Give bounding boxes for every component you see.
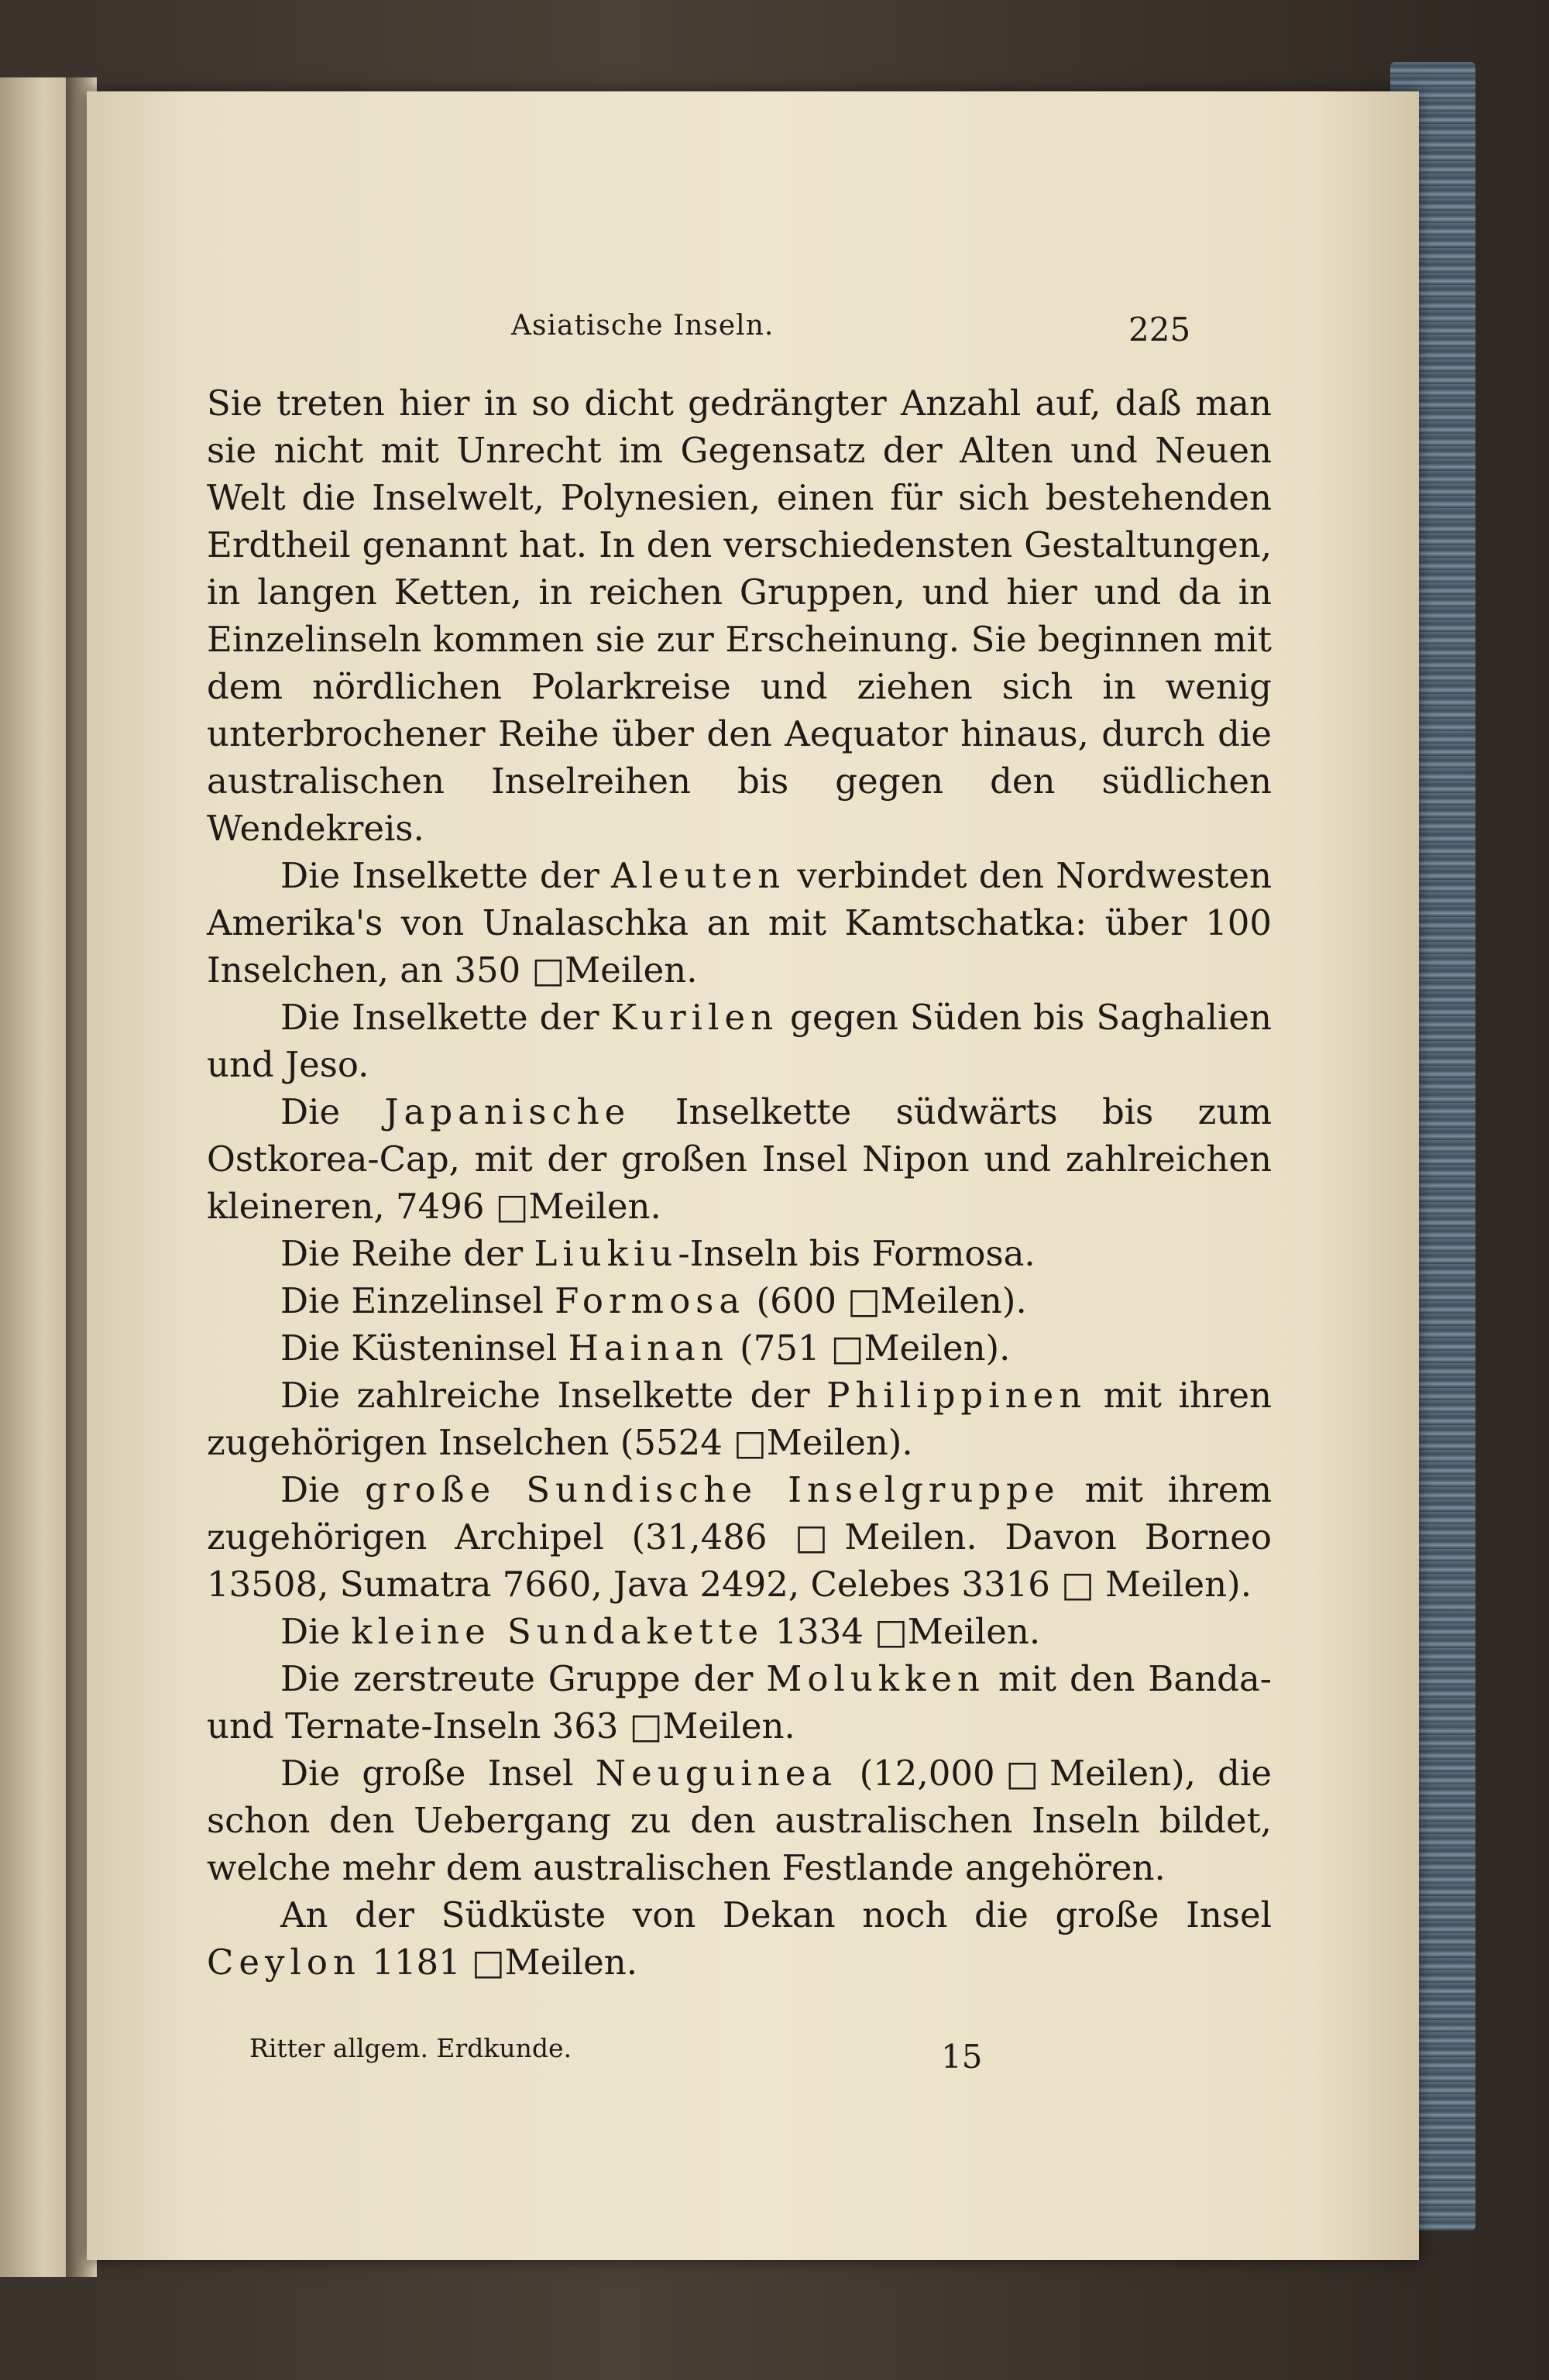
para-text-before: Die xyxy=(280,1091,385,1132)
para-text-after: -Inseln bis Formosa. xyxy=(678,1233,1036,1274)
paragraph-philippinen xyxy=(207,1372,1272,1466)
paragraph-sunda-gross xyxy=(207,1466,1272,1608)
footer-author-line: Ritter allgem. Erdkunde. xyxy=(249,2033,572,2063)
para-spaced-term: Japanische xyxy=(384,1091,631,1132)
paragraph-intro: Sie treten hier in so dicht gedrängter Anzahl auf, daß man sie nicht mit Unrecht im Gegensatz der Alten und Neuen Welt die Inselwelt, Polynesien, einen für sich bestehenden Erdtheil genannt hat. In den verschiedensten Gestaltungen, in langen Ketten, in reichen Gruppen, und hier und da in Einzelinseln kommen sie zur Erscheinung. Sie beginnen mit dem nördlichen Polarkreise und ziehen sich in wenig unterbrochener Reihe über den Aequator hinaus, durch die australischen Inselreihen bis gegen den südlichen Wendekreis. xyxy=(207,383,1272,849)
para-text-before: Die Inselkette der xyxy=(280,997,611,1038)
para-text-after: 1181 □Meilen. xyxy=(360,1942,638,1983)
para-text-before: Die Reihe der xyxy=(280,1233,534,1274)
para-text-after: (600 □Meilen). xyxy=(745,1280,1027,1321)
paragraph-formosa xyxy=(207,1277,1272,1324)
para-text-before: Die xyxy=(280,1469,366,1510)
para-text-after: (12,000□Meilen), die schon den Uebergang zu den australischen Inseln bildet, welche mehr dem australischen Festlande angehören. xyxy=(207,1753,1272,1888)
footer-signature-mark: 15 xyxy=(941,2038,983,2076)
para-text-before: Die Küsteninsel xyxy=(280,1327,568,1369)
para-text-before: Die zahlreiche Inselkette der xyxy=(280,1375,827,1416)
para-spaced-term: Aleuten xyxy=(611,855,786,896)
paragraph-kurilen xyxy=(207,994,1272,1088)
para-spaced-term: Ceylon xyxy=(207,1942,361,1983)
page-body xyxy=(207,379,1272,1986)
book-page xyxy=(87,91,1419,2260)
page-number: 225 xyxy=(1128,311,1191,349)
para-text-before: Die xyxy=(280,1611,352,1652)
para-text-after: mit den Banda- und Ternate-Inseln 363 □Meilen. xyxy=(207,1658,1272,1746)
para-spaced-term: kleine Sundakette xyxy=(351,1611,764,1652)
para-spaced-term: Formosa xyxy=(555,1280,746,1321)
para-spaced-term: große Sundische Inselgruppe xyxy=(365,1469,1060,1510)
para-text-after: (751 □Meilen). xyxy=(728,1327,1011,1369)
running-head-title: Asiatische Inseln. xyxy=(511,310,774,342)
para-text-before: Die große Insel xyxy=(280,1753,596,1794)
paragraph-aleuten xyxy=(207,852,1272,994)
paragraph-sunda-klein xyxy=(207,1608,1272,1655)
para-spaced-term: Philippinen xyxy=(826,1375,1087,1416)
para-text-after: 1334 □Meilen. xyxy=(764,1611,1041,1652)
paragraph-hainan xyxy=(207,1324,1272,1372)
para-text-before: Die Inselkette der xyxy=(280,855,611,896)
para-spaced-term: Liukiu xyxy=(534,1233,678,1274)
para-spaced-term: Hainan xyxy=(568,1327,729,1369)
para-text-before: Die Einzelinsel xyxy=(280,1280,555,1321)
para-text-after: verbindet den Nordwesten Amerika's von Unalaschka an mit Kamtschatka: über 100 Inselchen, an 350 □Meilen. xyxy=(207,855,1272,991)
para-text-after: mit ihren zugehörigen Inselchen (5524 □Meilen). xyxy=(207,1375,1272,1463)
para-text-after: gegen Süden bis Saghalien und Jeso. xyxy=(207,997,1272,1085)
paragraph-liukiu xyxy=(207,1230,1272,1277)
paragraph-neuguinea xyxy=(207,1750,1272,1891)
para-text-after: Inselkette südwärts bis zum Ostkorea-Cap, mit der großen Insel Nipon und zahlreichen kleineren, 7496 □Meilen. xyxy=(207,1091,1273,1227)
para-spaced-term: Molukken xyxy=(766,1658,985,1699)
paragraph-ceylon xyxy=(207,1891,1272,1986)
para-text-after: mit ihrem zugehörigen Archipel (31,486 □Meilen. Davon Borneo 13508, Sumatra 7660, Java 2492, Celebes 3316 □ Meilen). xyxy=(207,1469,1272,1605)
paragraph-japan xyxy=(207,1088,1272,1230)
para-text-before: Die zerstreute Gruppe der xyxy=(280,1658,767,1699)
paragraph-molukken xyxy=(207,1655,1272,1750)
para-spaced-term: Neuguinea xyxy=(595,1753,838,1794)
para-text-before: An der Südküste von Dekan noch die große Insel xyxy=(280,1894,1272,1935)
left-facing-page xyxy=(0,77,74,2277)
para-spaced-term: Kurilen xyxy=(610,997,779,1038)
